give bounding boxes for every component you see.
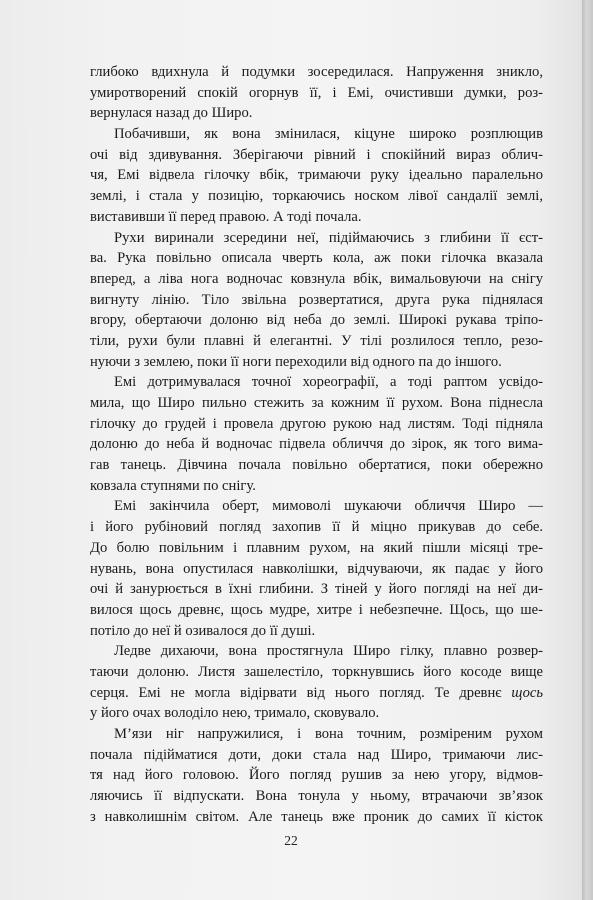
page-number: 22 bbox=[284, 833, 298, 848]
text-line: потіло до неї й озивалося до її душі. bbox=[90, 622, 316, 639]
text-line: долоню до неба й водночас підвела обличчя до зірок, як того вима- bbox=[90, 436, 543, 453]
text-line: глибоко вдихнула й подумки зосередилася. Напруження зникло, bbox=[90, 64, 543, 80]
paragraph bbox=[90, 372, 543, 496]
text-line: Ледве дихаючи, вона простягнула Широ гілку, плавно розвер- bbox=[114, 643, 543, 660]
text-line: землі, і стала у позицію, торкаючись носком лівої сандалії землі, bbox=[90, 188, 543, 205]
text-line: таючи долоню. Листя зашелестіло, торкнувшись його косоде вище bbox=[90, 663, 543, 680]
text-line: очі й занурюється в їхні глибини. З тіней у його погляді на неї ди- bbox=[90, 581, 543, 598]
text-line: вилося щось древнє, щось мудре, хитре і небезпечне. Щось, що ше- bbox=[90, 601, 543, 618]
text-line: Рухи виринали зсередини неї, підіймаючись з глибини її єст- bbox=[114, 229, 543, 246]
text-line: Побачивши, як вона змінилася, кіцуне широко розплющив bbox=[114, 126, 543, 143]
text-line: у його очах володіло нею, тримало, сковувало. bbox=[90, 705, 380, 722]
text-line: тіли, рухи були плавні й елегантні. У тілі розлилося тепло, резо- bbox=[90, 332, 543, 349]
text-line: Емі дотримувалася точної хореографії, а тоді раптом усвідо- bbox=[114, 374, 543, 391]
paragraph bbox=[90, 724, 543, 827]
text-line: тя над його головою. Його погляд рушив за нею угору, відмов- bbox=[90, 767, 543, 784]
text-line: До болю повільним і плавним рухом, на який пішли місяці тре- bbox=[90, 539, 543, 556]
paragraph bbox=[90, 641, 543, 724]
text-line: вгору, обертаючи долоню від неба до землі. Широкі рукава тріпо- bbox=[90, 312, 543, 329]
paragraph bbox=[90, 228, 543, 373]
text-line: нуючи з землею, поки її ноги переходили від одного па до іншого. bbox=[90, 353, 502, 370]
paragraph bbox=[90, 62, 543, 124]
text-line: почала підійматися доти, доки стала над Широ, тримаючи лис- bbox=[90, 746, 543, 763]
text-line: вперед, а ліва нога водночас ковзнула вбік, вимальовуючи на снігу bbox=[90, 270, 543, 287]
body-text bbox=[90, 62, 543, 827]
text-line: очі від здивування. Зберігаючи рівний і спокійний вираз облич- bbox=[90, 146, 543, 163]
text-line: нувань, вона опустилася навколішки, відчуваючи, як падає у його bbox=[90, 560, 543, 577]
text-line: ва. Рука повільно описала чверть кола, аж поки гілочка вказала bbox=[90, 250, 543, 267]
text-line: вигнуту лінію. Тіло звільна розвертатися, друга рука піднялася bbox=[90, 291, 543, 308]
page-edge bbox=[582, 0, 593, 900]
paragraph bbox=[90, 124, 543, 227]
text-line: виставивши її перед правою. А тоді почала. bbox=[90, 208, 362, 225]
text-line: мила, що Широ пильно стежить за кожним її рухом. Вона піднесла bbox=[90, 395, 543, 411]
text-line: Емі закінчила оберт, мимоволі шукаючи обличчя Широ — bbox=[114, 498, 543, 515]
text-line: чя, Емі відвела гілочку вбік, тримаючи руку ідеально паралельно bbox=[90, 167, 543, 184]
text-line: серця. Емі не могла відірвати від нього погляд. Те древнє щось bbox=[90, 684, 543, 701]
text-line: ляючись її відпускати. Вона тонула у ньому, втрачаючи зв’язок bbox=[90, 788, 543, 805]
emphasis: щось bbox=[511, 684, 543, 701]
text-line: гав танець. Дівчина почала повільно обертатися, поки обережно bbox=[90, 457, 543, 474]
text-line: з навколишнім світом. Але танець вже проник до самих її кісток bbox=[90, 808, 543, 825]
text-line: умиротворений спокій огорнув її, і Емі, очистивши думки, роз- bbox=[90, 84, 543, 101]
paragraph bbox=[90, 496, 543, 641]
text-line: і його рубіновий погляд захопив її й міцно прикував до себе. bbox=[90, 519, 543, 536]
text-line: М’язи ніг напружилися, і вона точним, розміреним рухом bbox=[114, 726, 543, 742]
text-line: ковзала ступнями по снігу. bbox=[90, 477, 256, 494]
text-line: вернулася назад до Широ. bbox=[90, 105, 253, 122]
text-line: гілочку до грудей і провела другою рукою над листям. Тоді підняла bbox=[90, 415, 543, 432]
